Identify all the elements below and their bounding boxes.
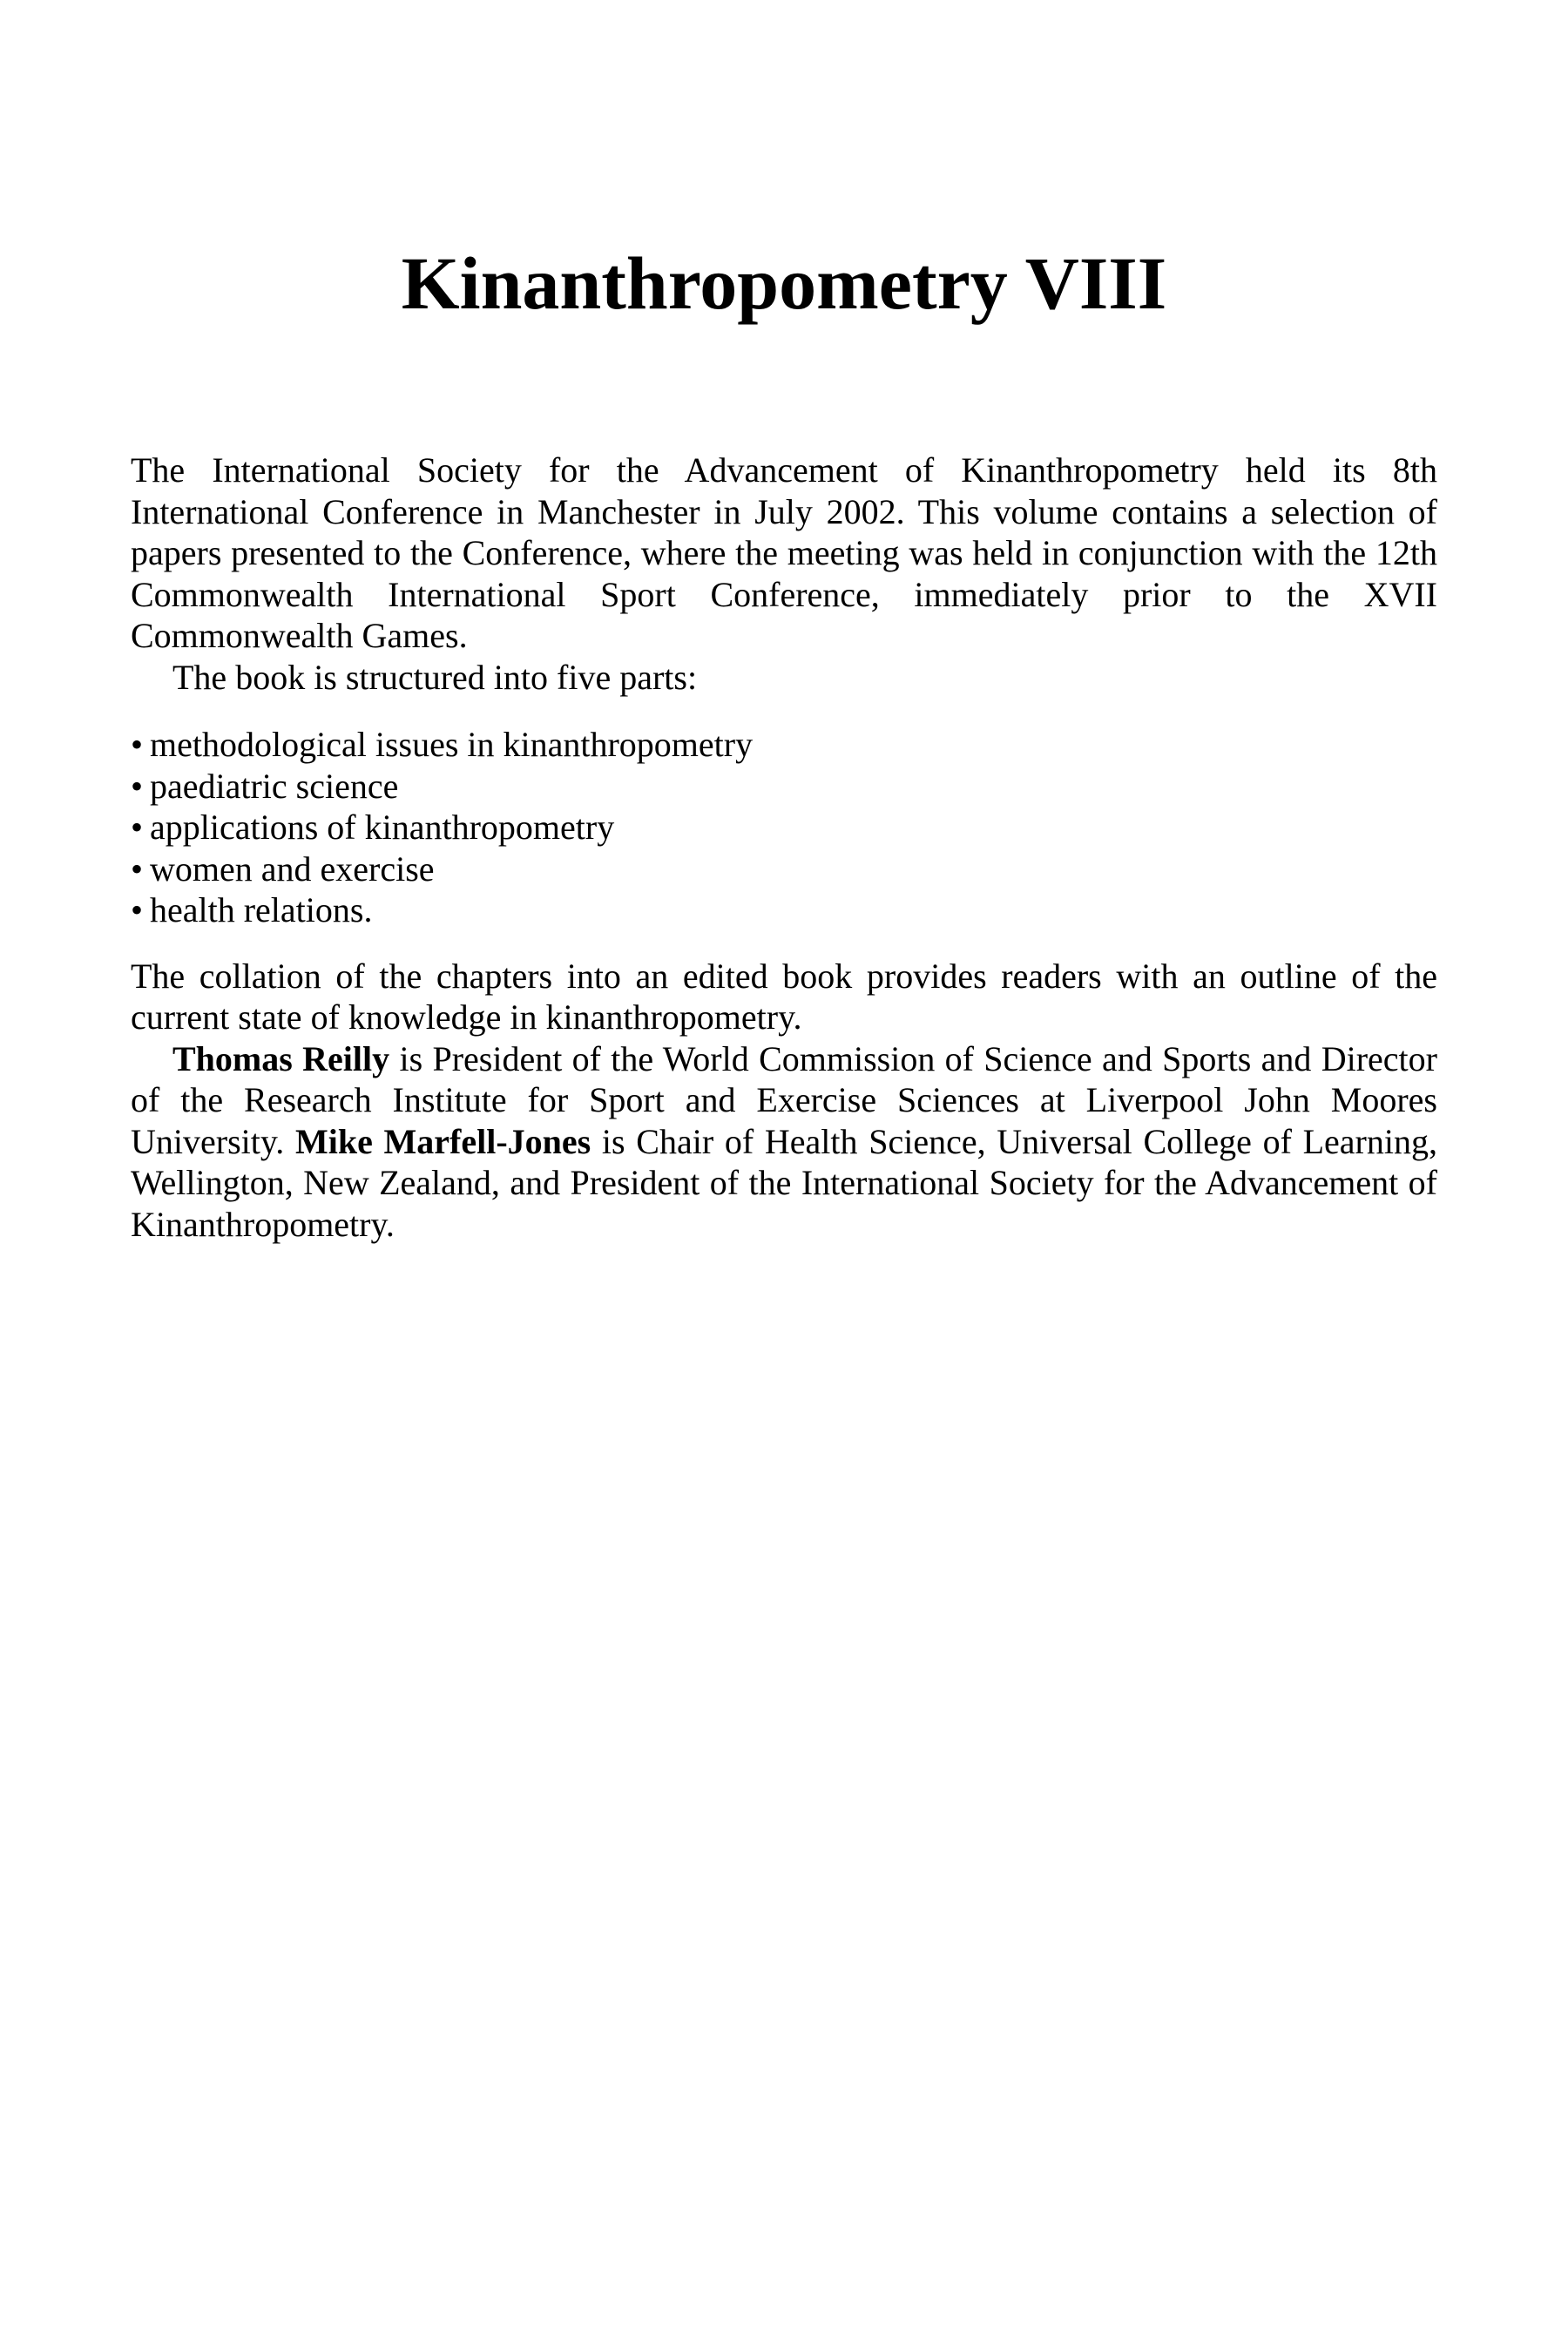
list-item-text: methodological issues in kinanthropometry xyxy=(150,725,754,764)
intro-paragraph: The International Society for the Advancement of Kinanthropometry held its 8th International Conference in Manchester in July 2002. This volume contains a selection of papers presented to the Conference, where the meeting was held in conjunction with the 12th Commonwealth International Sport Conference, immediately prior to the XVII Commonwealth Games. xyxy=(131,450,1437,655)
editor2-name: Mike Marfell-Jones xyxy=(294,1121,591,1161)
bullet-icon: • xyxy=(131,766,144,806)
editor2-bio: is Chair of Health Science, Universal College of Learning, Wellington, New Zealand, and President of the International Society for the Advancement of Kinanthropometry. xyxy=(131,1121,1437,1244)
list-item-text: women and exercise xyxy=(150,848,435,889)
bullet-icon: • xyxy=(131,725,144,764)
list-item-text: health relations. xyxy=(150,890,373,929)
list-item-text: applications of kinanthropometry xyxy=(150,808,615,847)
list-item-text: paediatric science xyxy=(150,766,399,806)
editor1-bio: is President of the World Commission of Science and Sports and Director of the Research Institute for Sport and Exercise Sciences at Liverpool John Moores University. xyxy=(131,1038,1437,1161)
list-item xyxy=(131,766,1437,808)
structure-intro: The book is structured into five parts: xyxy=(172,657,698,697)
list-item xyxy=(131,848,1437,890)
bullet-icon: • xyxy=(131,808,144,847)
collation-paragraph: The collation of the chapters into an edited book provides readers with an outline of the current state of knowledge in kinanthropometry. xyxy=(131,956,1437,1037)
list-item xyxy=(131,724,1437,766)
editor1-name: Thomas Reilly xyxy=(172,1038,390,1078)
description-text xyxy=(131,449,1437,1245)
list-item xyxy=(131,889,1437,931)
editors-paragraph xyxy=(131,1038,1437,1246)
bullet-icon: • xyxy=(131,890,144,929)
list-item xyxy=(131,807,1437,848)
book-title: Kinanthropometry VIII xyxy=(401,241,1167,325)
bullet-icon: • xyxy=(131,848,144,889)
parts-list xyxy=(131,724,1437,931)
